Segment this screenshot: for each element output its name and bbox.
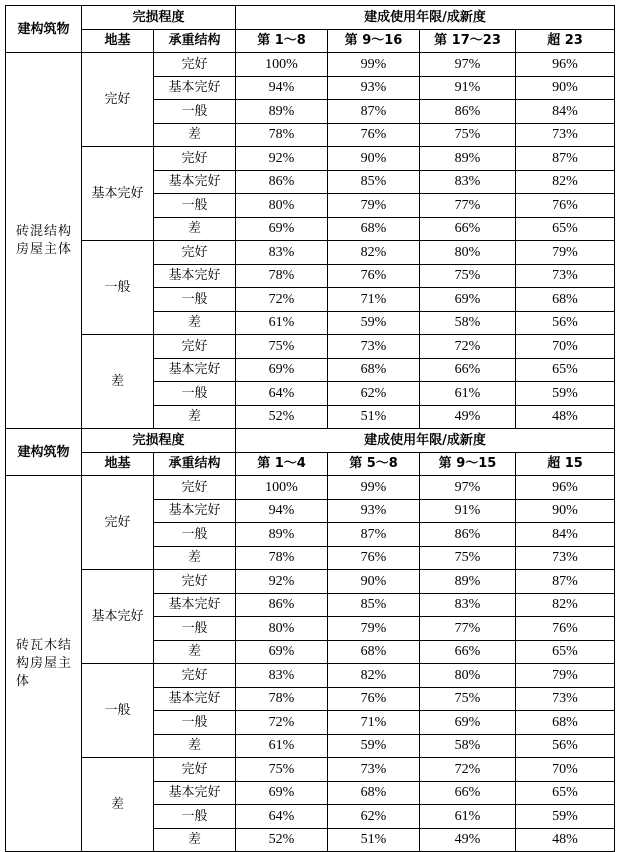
header-row	[6, 29, 615, 53]
structure-label: 差	[154, 217, 236, 241]
value-cell: 76%	[328, 546, 420, 570]
value-cell: 82%	[516, 593, 615, 617]
value-cell: 79%	[328, 194, 420, 218]
age-column-header: 第 1～4	[236, 452, 328, 476]
value-cell: 83%	[236, 664, 328, 688]
foundation-label: 完好	[82, 53, 154, 147]
value-cell: 85%	[328, 170, 420, 194]
value-cell: 93%	[328, 499, 420, 523]
age-column-header: 第 1～8	[236, 29, 328, 53]
value-cell: 75%	[420, 546, 516, 570]
header-row	[6, 6, 615, 30]
building-type-label: 砖混结构房屋主体	[6, 53, 82, 429]
value-cell: 87%	[516, 570, 615, 594]
foundation-header: 地基	[82, 452, 154, 476]
value-cell: 90%	[328, 570, 420, 594]
value-cell: 99%	[328, 476, 420, 500]
value-cell: 59%	[328, 734, 420, 758]
value-cell: 82%	[516, 170, 615, 194]
value-cell: 97%	[420, 476, 516, 500]
value-cell: 85%	[328, 593, 420, 617]
structure-label: 一般	[154, 805, 236, 829]
value-cell: 89%	[420, 147, 516, 171]
value-cell: 82%	[328, 241, 420, 265]
value-cell: 69%	[420, 288, 516, 312]
table-row	[6, 241, 615, 265]
value-cell: 48%	[516, 828, 615, 852]
structure-label: 差	[154, 546, 236, 570]
age-column-header: 第 9～15	[420, 452, 516, 476]
value-cell: 66%	[420, 358, 516, 382]
value-cell: 71%	[328, 711, 420, 735]
value-cell: 75%	[420, 687, 516, 711]
value-cell: 68%	[328, 781, 420, 805]
age-header: 建成使用年限/成新度	[236, 429, 615, 453]
value-cell: 92%	[236, 570, 328, 594]
age-column-header: 超 15	[516, 452, 615, 476]
value-cell: 80%	[236, 617, 328, 641]
value-cell: 65%	[516, 640, 615, 664]
value-cell: 87%	[516, 147, 615, 171]
value-cell: 91%	[420, 499, 516, 523]
age-column-header: 第 9～16	[328, 29, 420, 53]
structure-label: 基本完好	[154, 170, 236, 194]
structure-label: 基本完好	[154, 358, 236, 382]
value-cell: 59%	[516, 805, 615, 829]
foundation-label: 差	[82, 758, 154, 852]
value-cell: 94%	[236, 499, 328, 523]
structure-label: 基本完好	[154, 781, 236, 805]
value-cell: 87%	[328, 100, 420, 124]
value-cell: 73%	[516, 264, 615, 288]
structure-label: 完好	[154, 53, 236, 77]
structure-label: 一般	[154, 288, 236, 312]
table-row	[6, 335, 615, 359]
value-cell: 76%	[516, 194, 615, 218]
value-cell: 92%	[236, 147, 328, 171]
structure-label: 一般	[154, 382, 236, 406]
value-cell: 83%	[236, 241, 328, 265]
value-cell: 76%	[328, 123, 420, 147]
value-cell: 89%	[420, 570, 516, 594]
value-cell: 69%	[236, 781, 328, 805]
structure-label: 一般	[154, 711, 236, 735]
value-cell: 73%	[516, 546, 615, 570]
value-cell: 96%	[516, 53, 615, 77]
value-cell: 65%	[516, 781, 615, 805]
value-cell: 73%	[328, 758, 420, 782]
value-cell: 73%	[516, 687, 615, 711]
value-cell: 52%	[236, 828, 328, 852]
foundation-label: 基本完好	[82, 147, 154, 241]
value-cell: 56%	[516, 311, 615, 335]
value-cell: 78%	[236, 687, 328, 711]
value-cell: 69%	[236, 358, 328, 382]
value-cell: 82%	[328, 664, 420, 688]
value-cell: 62%	[328, 805, 420, 829]
structure-header: 承重结构	[154, 29, 236, 53]
structure-label: 差	[154, 828, 236, 852]
value-cell: 84%	[516, 523, 615, 547]
value-cell: 65%	[516, 217, 615, 241]
foundation-label: 差	[82, 335, 154, 429]
age-column-header: 超 23	[516, 29, 615, 53]
value-cell: 59%	[328, 311, 420, 335]
value-cell: 75%	[236, 335, 328, 359]
value-cell: 93%	[328, 76, 420, 100]
structure-label: 基本完好	[154, 687, 236, 711]
structure-label: 完好	[154, 241, 236, 265]
value-cell: 86%	[236, 593, 328, 617]
value-cell: 80%	[236, 194, 328, 218]
value-cell: 100%	[236, 476, 328, 500]
table-row	[6, 147, 615, 171]
value-cell: 51%	[328, 405, 420, 429]
age-header: 建成使用年限/成新度	[236, 6, 615, 30]
value-cell: 56%	[516, 734, 615, 758]
value-cell: 96%	[516, 476, 615, 500]
value-cell: 75%	[420, 123, 516, 147]
structure-label: 基本完好	[154, 76, 236, 100]
value-cell: 79%	[328, 617, 420, 641]
value-cell: 87%	[328, 523, 420, 547]
value-cell: 90%	[516, 76, 615, 100]
structure-label: 基本完好	[154, 499, 236, 523]
value-cell: 86%	[236, 170, 328, 194]
value-cell: 79%	[516, 241, 615, 265]
value-cell: 70%	[516, 758, 615, 782]
value-cell: 77%	[420, 194, 516, 218]
value-cell: 70%	[516, 335, 615, 359]
value-cell: 61%	[236, 311, 328, 335]
structure-label: 差	[154, 734, 236, 758]
value-cell: 89%	[236, 523, 328, 547]
foundation-label: 完好	[82, 476, 154, 570]
structure-label: 完好	[154, 147, 236, 171]
value-cell: 59%	[516, 382, 615, 406]
table-row	[6, 53, 615, 77]
value-cell: 72%	[420, 335, 516, 359]
value-cell: 90%	[516, 499, 615, 523]
value-cell: 61%	[236, 734, 328, 758]
foundation-label: 一般	[82, 241, 154, 335]
value-cell: 78%	[236, 123, 328, 147]
structure-label: 一般	[154, 100, 236, 124]
structure-label: 完好	[154, 570, 236, 594]
value-cell: 58%	[420, 311, 516, 335]
structure-label: 完好	[154, 335, 236, 359]
value-cell: 94%	[236, 76, 328, 100]
table-row	[6, 476, 615, 500]
value-cell: 62%	[328, 382, 420, 406]
value-cell: 65%	[516, 358, 615, 382]
value-cell: 83%	[420, 170, 516, 194]
value-cell: 49%	[420, 828, 516, 852]
value-cell: 80%	[420, 664, 516, 688]
value-cell: 64%	[236, 805, 328, 829]
table-row	[6, 664, 615, 688]
structure-label: 基本完好	[154, 264, 236, 288]
value-cell: 78%	[236, 264, 328, 288]
value-cell: 73%	[328, 335, 420, 359]
value-cell: 76%	[328, 264, 420, 288]
value-cell: 61%	[420, 805, 516, 829]
age-column-header: 第 5～8	[328, 452, 420, 476]
value-cell: 76%	[328, 687, 420, 711]
damage-degree-header: 完损程度	[82, 6, 236, 30]
value-cell: 68%	[328, 217, 420, 241]
structure-header: 承重结构	[154, 452, 236, 476]
value-cell: 68%	[516, 288, 615, 312]
structure-label: 完好	[154, 758, 236, 782]
age-column-header: 第 17～23	[420, 29, 516, 53]
value-cell: 69%	[236, 640, 328, 664]
building-type-label: 砖瓦木结构房屋主体	[6, 476, 82, 852]
header-row	[6, 429, 615, 453]
structure-label: 完好	[154, 476, 236, 500]
value-cell: 89%	[236, 100, 328, 124]
building-header: 建构筑物	[6, 6, 82, 53]
value-cell: 72%	[236, 711, 328, 735]
value-cell: 76%	[516, 617, 615, 641]
value-cell: 99%	[328, 53, 420, 77]
value-cell: 69%	[236, 217, 328, 241]
structure-label: 一般	[154, 523, 236, 547]
depreciation-table	[5, 5, 615, 852]
structure-label: 一般	[154, 617, 236, 641]
structure-label: 差	[154, 640, 236, 664]
value-cell: 91%	[420, 76, 516, 100]
value-cell: 78%	[236, 546, 328, 570]
value-cell: 90%	[328, 147, 420, 171]
value-cell: 51%	[328, 828, 420, 852]
value-cell: 71%	[328, 288, 420, 312]
value-cell: 75%	[236, 758, 328, 782]
foundation-label: 一般	[82, 664, 154, 758]
structure-label: 完好	[154, 664, 236, 688]
structure-label: 一般	[154, 194, 236, 218]
value-cell: 68%	[328, 358, 420, 382]
value-cell: 75%	[420, 264, 516, 288]
foundation-label: 基本完好	[82, 570, 154, 664]
building-header: 建构筑物	[6, 429, 82, 476]
table-row	[6, 570, 615, 594]
value-cell: 49%	[420, 405, 516, 429]
structure-label: 基本完好	[154, 593, 236, 617]
damage-degree-header: 完损程度	[82, 429, 236, 453]
value-cell: 48%	[516, 405, 615, 429]
value-cell: 66%	[420, 781, 516, 805]
value-cell: 73%	[516, 123, 615, 147]
value-cell: 58%	[420, 734, 516, 758]
value-cell: 86%	[420, 523, 516, 547]
value-cell: 66%	[420, 640, 516, 664]
value-cell: 52%	[236, 405, 328, 429]
foundation-header: 地基	[82, 29, 154, 53]
value-cell: 84%	[516, 100, 615, 124]
header-row	[6, 452, 615, 476]
value-cell: 79%	[516, 664, 615, 688]
value-cell: 69%	[420, 711, 516, 735]
table-body	[6, 6, 615, 852]
value-cell: 68%	[516, 711, 615, 735]
value-cell: 72%	[420, 758, 516, 782]
structure-label: 差	[154, 405, 236, 429]
value-cell: 77%	[420, 617, 516, 641]
structure-label: 差	[154, 123, 236, 147]
table-row	[6, 758, 615, 782]
value-cell: 97%	[420, 53, 516, 77]
value-cell: 100%	[236, 53, 328, 77]
structure-label: 差	[154, 311, 236, 335]
value-cell: 68%	[328, 640, 420, 664]
value-cell: 83%	[420, 593, 516, 617]
value-cell: 61%	[420, 382, 516, 406]
value-cell: 72%	[236, 288, 328, 312]
value-cell: 80%	[420, 241, 516, 265]
value-cell: 66%	[420, 217, 516, 241]
value-cell: 86%	[420, 100, 516, 124]
value-cell: 64%	[236, 382, 328, 406]
